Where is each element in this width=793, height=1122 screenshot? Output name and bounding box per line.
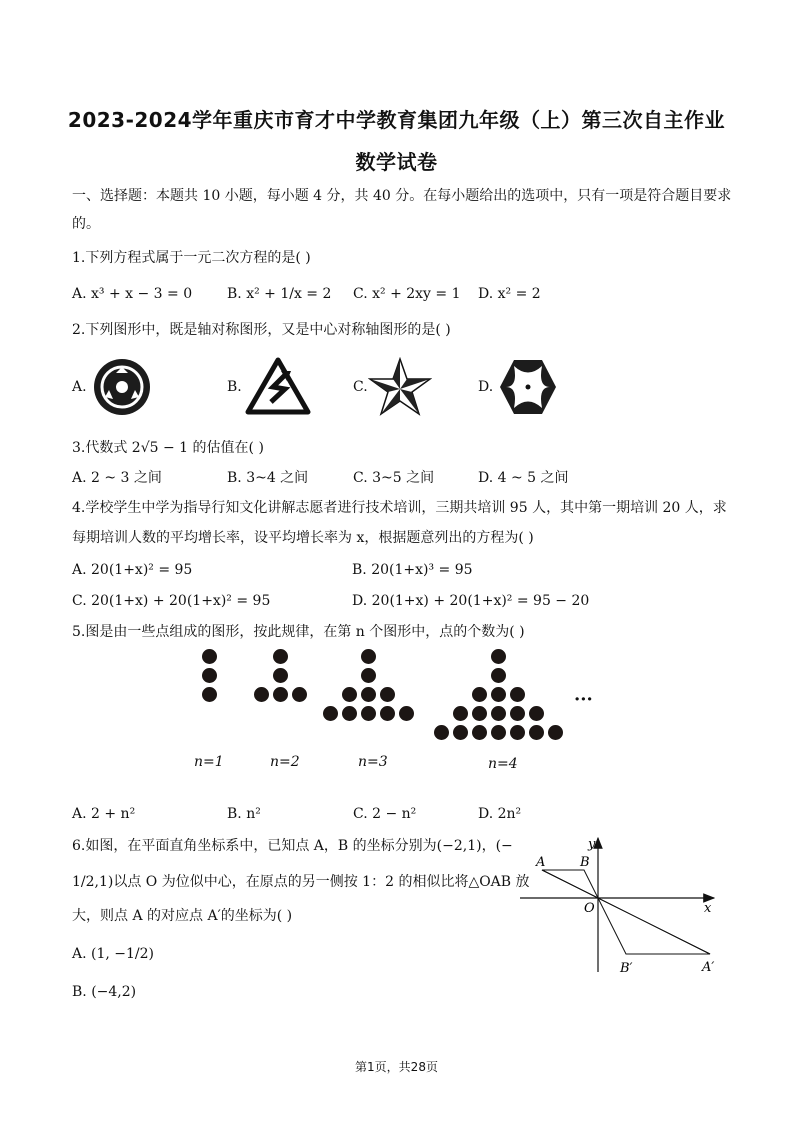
pattern-label-n1: n=1 — [194, 754, 224, 770]
q1-option-b: B. x² + 1/x = 2 — [227, 286, 332, 302]
pattern-dot — [548, 725, 563, 740]
pattern-dot — [434, 725, 449, 740]
coordinate-graph — [516, 832, 726, 982]
label-b: B — [580, 855, 590, 870]
pattern-dot — [342, 687, 357, 702]
pattern-dot — [342, 706, 357, 721]
pattern-dot — [273, 649, 288, 664]
hexagon-icon — [497, 357, 559, 417]
warning-triangle-icon — [245, 357, 311, 415]
pattern-dot — [510, 687, 525, 702]
pattern-dot — [292, 687, 307, 702]
pattern-dot — [453, 706, 468, 721]
q4-option-a: A. 20(1+x)² = 95 — [72, 562, 193, 578]
pattern-dot — [491, 687, 506, 702]
page-footer: 第1页，共28页 — [355, 1060, 438, 1074]
pattern-dot — [529, 725, 544, 740]
q5-stem: 5.图是由一些点组成的图形，按此规律，在第 n 个图形中，点的个数为( ) — [72, 624, 525, 640]
pattern-dot — [491, 706, 506, 721]
q6-stem-line1: 6.如图，在平面直角坐标系中，已知点 A，B 的坐标分别为(−2,1)，(− — [72, 838, 513, 854]
pattern-dot — [361, 668, 376, 683]
q5-option-c: C. 2 − n² — [353, 806, 417, 822]
q4-option-d: D. 20(1+x) + 20(1+x)² = 95 − 20 — [352, 593, 590, 609]
label-a: A — [536, 855, 546, 870]
q4-stem-line1: 4.学校学生中学为指导行知文化讲解志愿者进行技术培训，三期共培训 95 人，其中第一期培训 20 人，求 — [72, 500, 727, 516]
pattern-dot — [254, 687, 269, 702]
q6-stem-line3: 大，则点 A 的对应点 A′的坐标为( ) — [72, 908, 293, 924]
q4-stem-line2: 每期培训人数的平均增长率，设平均增长率为 x，根据题意列出的方程为( ) — [72, 530, 534, 546]
pattern-dot — [273, 668, 288, 683]
star-icon — [368, 357, 432, 417]
pattern-dot — [380, 687, 395, 702]
q3-option-a: A. 2 ~ 3 之间 — [72, 470, 162, 486]
pattern-dot — [510, 725, 525, 740]
q4-option-c: C. 20(1+x) + 20(1+x)² = 95 — [72, 593, 271, 609]
pattern-dot — [491, 649, 506, 664]
q5-option-a: A. 2 + n² — [72, 806, 136, 822]
pattern-dot — [472, 706, 487, 721]
q3-stem: 3.代数式 2√5 − 1 的估值在( ) — [72, 440, 264, 456]
label-o: O — [584, 901, 595, 916]
label-a-prime: A′ — [702, 960, 715, 975]
q1-option-a: A. x³ + x − 3 = 0 — [72, 286, 193, 302]
pattern-dot — [472, 687, 487, 702]
label-x: x — [704, 901, 712, 916]
pattern-dot — [491, 725, 506, 740]
q3-option-b: B. 3~4 之间 — [227, 470, 309, 486]
exam-title-line1: 2023-2024学年重庆市育才中学教育集团九年级（上）第三次自主作业 — [67, 108, 726, 132]
q2-option-d: D. — [478, 379, 494, 395]
label-y: y — [588, 837, 596, 852]
pattern-dot — [380, 706, 395, 721]
q6-option-b: B. (−4,2) — [72, 984, 137, 1000]
q1-option-d: D. x² = 2 — [478, 286, 541, 302]
q2-option-a: A. — [72, 379, 87, 395]
q1-stem: 1.下列方程式属于一元二次方程的是( ) — [72, 250, 311, 266]
pattern-dot — [510, 706, 525, 721]
pattern-dot — [472, 725, 487, 740]
q5-option-d: D. 2n² — [478, 806, 522, 822]
pattern-label-n3: n=3 — [358, 754, 388, 770]
q6-stem-line2: 1/2,1)以点 O 为位似中心，在原点的另一侧按 1：2 的相似比将△OAB 放 — [72, 874, 530, 890]
q4-option-b: B. 20(1+x)³ = 95 — [352, 562, 473, 578]
pattern-dot — [361, 649, 376, 664]
pattern-label-n4: n=4 — [488, 756, 518, 772]
pattern-dot — [202, 649, 217, 664]
pattern-dot — [361, 706, 376, 721]
q2-stem: 2.下列图形中，既是轴对称图形，又是中心对称轴图形的是( ) — [72, 322, 451, 338]
pattern-dot — [399, 706, 414, 721]
pattern-dot — [202, 687, 217, 702]
pattern-ellipsis: ··· — [574, 689, 593, 710]
pattern-dot — [491, 668, 506, 683]
q5-option-b: B. n² — [227, 806, 261, 822]
q2-option-b: B. — [227, 379, 242, 395]
pattern-dot — [323, 706, 338, 721]
q1-option-c: C. x² + 2xy = 1 — [353, 286, 461, 302]
q3-option-d: D. 4 ~ 5 之间 — [478, 470, 569, 486]
q3-option-c: C. 3~5 之间 — [353, 470, 435, 486]
pattern-dot — [453, 725, 468, 740]
exam-title-line2: 数学试卷 — [355, 150, 438, 174]
roundabout-sign-icon — [92, 357, 152, 417]
q6-option-a: A. (1, −1/2) — [72, 946, 155, 962]
pattern-label-n2: n=2 — [270, 754, 300, 770]
pattern-dot — [361, 687, 376, 702]
section-header: 一、选择题：本题共 10 小题，每小题 4 分，共 40 分。在每小题给出的选项中，只有一项是符合题目要求 — [72, 188, 732, 204]
pattern-dot — [202, 668, 217, 683]
section-header-cont: 的。 — [72, 216, 100, 232]
pattern-dot — [529, 706, 544, 721]
q2-option-c: C. — [353, 379, 368, 395]
pattern-dot — [273, 687, 288, 702]
label-b-prime: B′ — [620, 961, 633, 976]
